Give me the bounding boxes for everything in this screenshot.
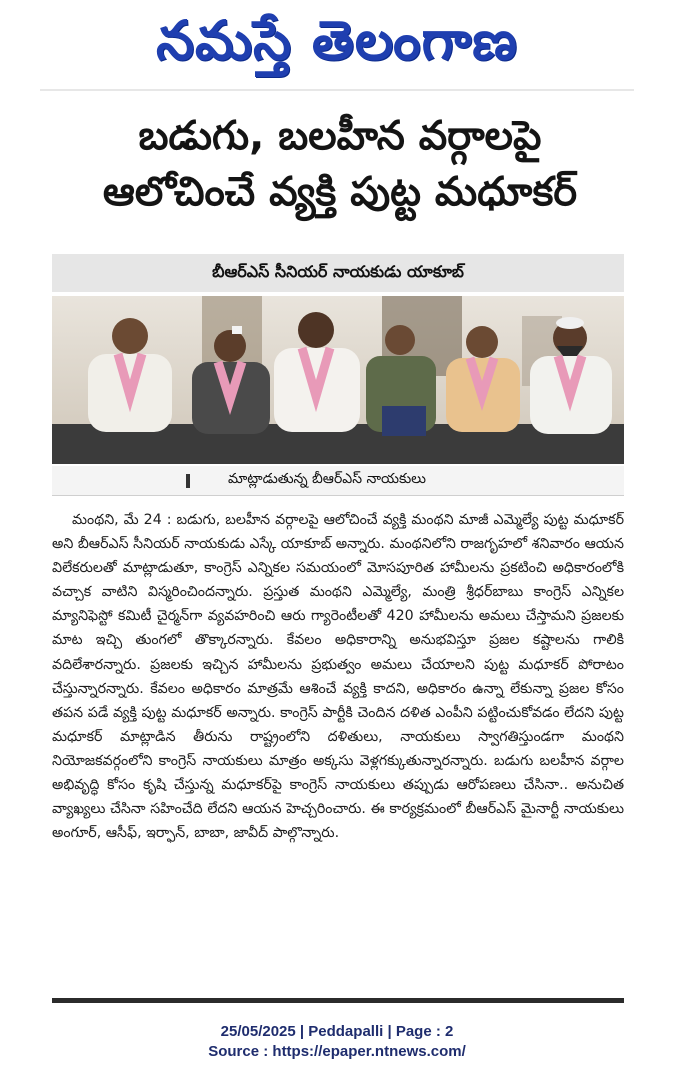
- newspaper-logo: నమస్తే తెలంగాణ: [156, 9, 518, 72]
- masthead-ornament-rule: [0, 78, 674, 102]
- photo-caption: మాట్లాడుతున్న బీఆర్ఎస్ నాయకులు: [228, 471, 426, 487]
- footer-date-edition: 25/05/2025 | Peddapalli | Page : 2: [220, 1023, 454, 1040]
- article-subhead: బీఆర్ఎస్ సీనియర్ నాయకుడు యాకూబ్: [52, 254, 624, 292]
- headline-line-2: ఆలోచించే వ్యక్తి పుట్ట మధూకర్: [102, 169, 578, 215]
- article-end-rule: [52, 998, 624, 1003]
- photo-caption-bar: [52, 466, 624, 496]
- article-photo: [52, 296, 624, 464]
- headline-line-1: బడుగు, బలహీన వర్గాలపై: [138, 113, 542, 159]
- caption-marker: [186, 474, 190, 488]
- masthead: [0, 6, 674, 76]
- article-body: మంథని, మే 24 : బడుగు, బలహీన వర్గాలపై ఆలోచించే వ్యక్తి మంథని మాజీ ఎమ్మెల్యే పుట్ట మధూకర్ అని బీఆర్ఎస్ సీనియర్ నాయకుడు ఎస్కే యాకూబ్ అన్నారు. మంథనిలోని రాజగృహలో శనివారం ఆయన విలేకరులతో మాట్లాడుతూ, కాంగ్రెస్ ఎన్నికల సమయంలో మోసపూరిత హామీలను ప్రకటించి అధికారంలోకి వచ్చాక వాటిని విస్మరించిందన్నారు. ప్రస్తుత మంథని ఎమ్మెల్యే, మంత్రి శ్రీధర్‌బాబు కాంగ్రెస్ ఎన్నికల మ్యానిఫెస్టో కమిటీ చైర్మన్‌గా వ్యవహరించి ఆరు గ్యారెంటీలతో 420 హామీలను అమలు చేస్తామని ప్రజలకు మాట ఇచ్చి తుంగలో తొక్కారన్నారు. కేవలం అధికారాన్ని అనుభవిస్తూ ప్రజల కష్టాలను గాలికి వదిలేశారన్నారు. ప్రజలకు ఇచ్చిన హామీలను ప్రభుత్వం అమలు చేయాలని పుట్ట మధూకర్ పోరాటం చేస్తున్నారన్నారు. కేవలం అధికారం మాత్రమే ఆశించే వ్యక్తి కాదని, అధికారం ఉన్నా లేకున్నా ప్రజల కోసం తపన పడే వ్యక్తి పుట్ట మధూకర్ అన్నారు. కాంగ్రెస్ పార్టీకి చెందిన దళిత ఎంపీని పట్టించుకోవడం లేదని పుట్ట మధూకర్ మాట్లాడిన తీరును రాష్ట్రంలోని దళితులు, నాయకులు స్వాగతిస్తుండగా మంథని నియోజకవర్గంలోని కాంగ్రెస్ నాయకులు మాత్రం అక్కసు వెళ్లగక్కుతున్నారన్నారు. బడుగు బలహీన వర్గాల అభివృద్ధి కోసం కృషి చేస్తున్న మధూకర్‌పై కాంగ్రెస్ నాయకులు తప్పుడు ఆరోపణలు చేసినా.. అనుచిత వ్యాఖ్యలు చేసినా సహించేది లేదని ఆయన హెచ్చరించారు. ఈ కార్యక్రమంలో బీఆర్ఎస్ మైనార్టీ నాయకులు అంగూర్, ఆసీఫ్, ఇర్ఫాన్, బాబా, జావీద్ పాల్గొన్నారు.: [52, 512, 624, 842]
- page-footer: [0, 1022, 674, 1062]
- article-headline: [40, 108, 640, 220]
- group-photo-illustration: [52, 296, 624, 464]
- footer-source-link[interactable]: Source : https://epaper.ntnews.com/: [208, 1043, 466, 1060]
